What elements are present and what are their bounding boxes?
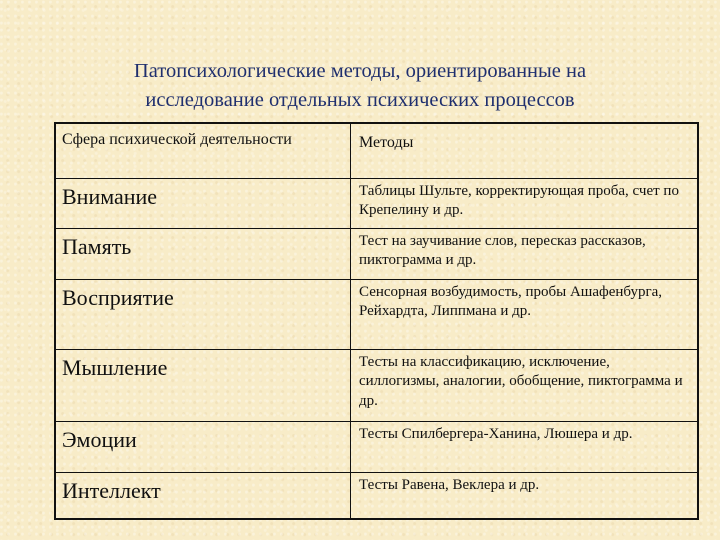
sphere-cell: Память xyxy=(55,228,351,279)
methods-cell: Сенсорная возбудимость, пробы Ашафенбурга, Рейхардта, Липпмана и др. xyxy=(351,279,699,349)
methods-cell: Тест на заучивание слов, пересказ рассказов, пиктограмма и др. xyxy=(351,228,699,279)
table-row xyxy=(55,279,698,349)
sphere-cell: Интеллект xyxy=(55,472,351,519)
sphere-cell: Восприятие xyxy=(55,279,351,349)
table-row xyxy=(55,421,698,472)
sphere-cell: Мышление xyxy=(55,349,351,421)
methods-cell: Тесты Равена, Веклера и др. xyxy=(351,472,699,519)
title-line-2: исследование отдельных психических процессов xyxy=(145,89,575,111)
methods-cell: Таблицы Шульте, корректирующая проба, счет по Крепелину и др. xyxy=(351,178,699,228)
table-row xyxy=(55,472,698,519)
page-title xyxy=(60,57,660,115)
methods-cell: Тесты Спилбергера-Ханина, Люшера и др. xyxy=(351,421,699,472)
table-header-row xyxy=(55,123,698,178)
sphere-cell: Внимание xyxy=(55,178,351,228)
methods-cell: Тесты на классификацию, исключение, силлогизмы, аналогии, обобщение, пиктограмма и др. xyxy=(351,349,699,421)
table-row xyxy=(55,178,698,228)
table-row xyxy=(55,228,698,279)
title-line-1: Патопсихологические методы, ориентированные на xyxy=(133,60,587,82)
header-sphere: Сфера психической деятельности xyxy=(55,123,351,178)
methods-table xyxy=(54,122,699,520)
sphere-cell: Эмоции xyxy=(55,421,351,472)
table-row xyxy=(55,349,698,421)
header-methods: Методы xyxy=(351,123,699,178)
